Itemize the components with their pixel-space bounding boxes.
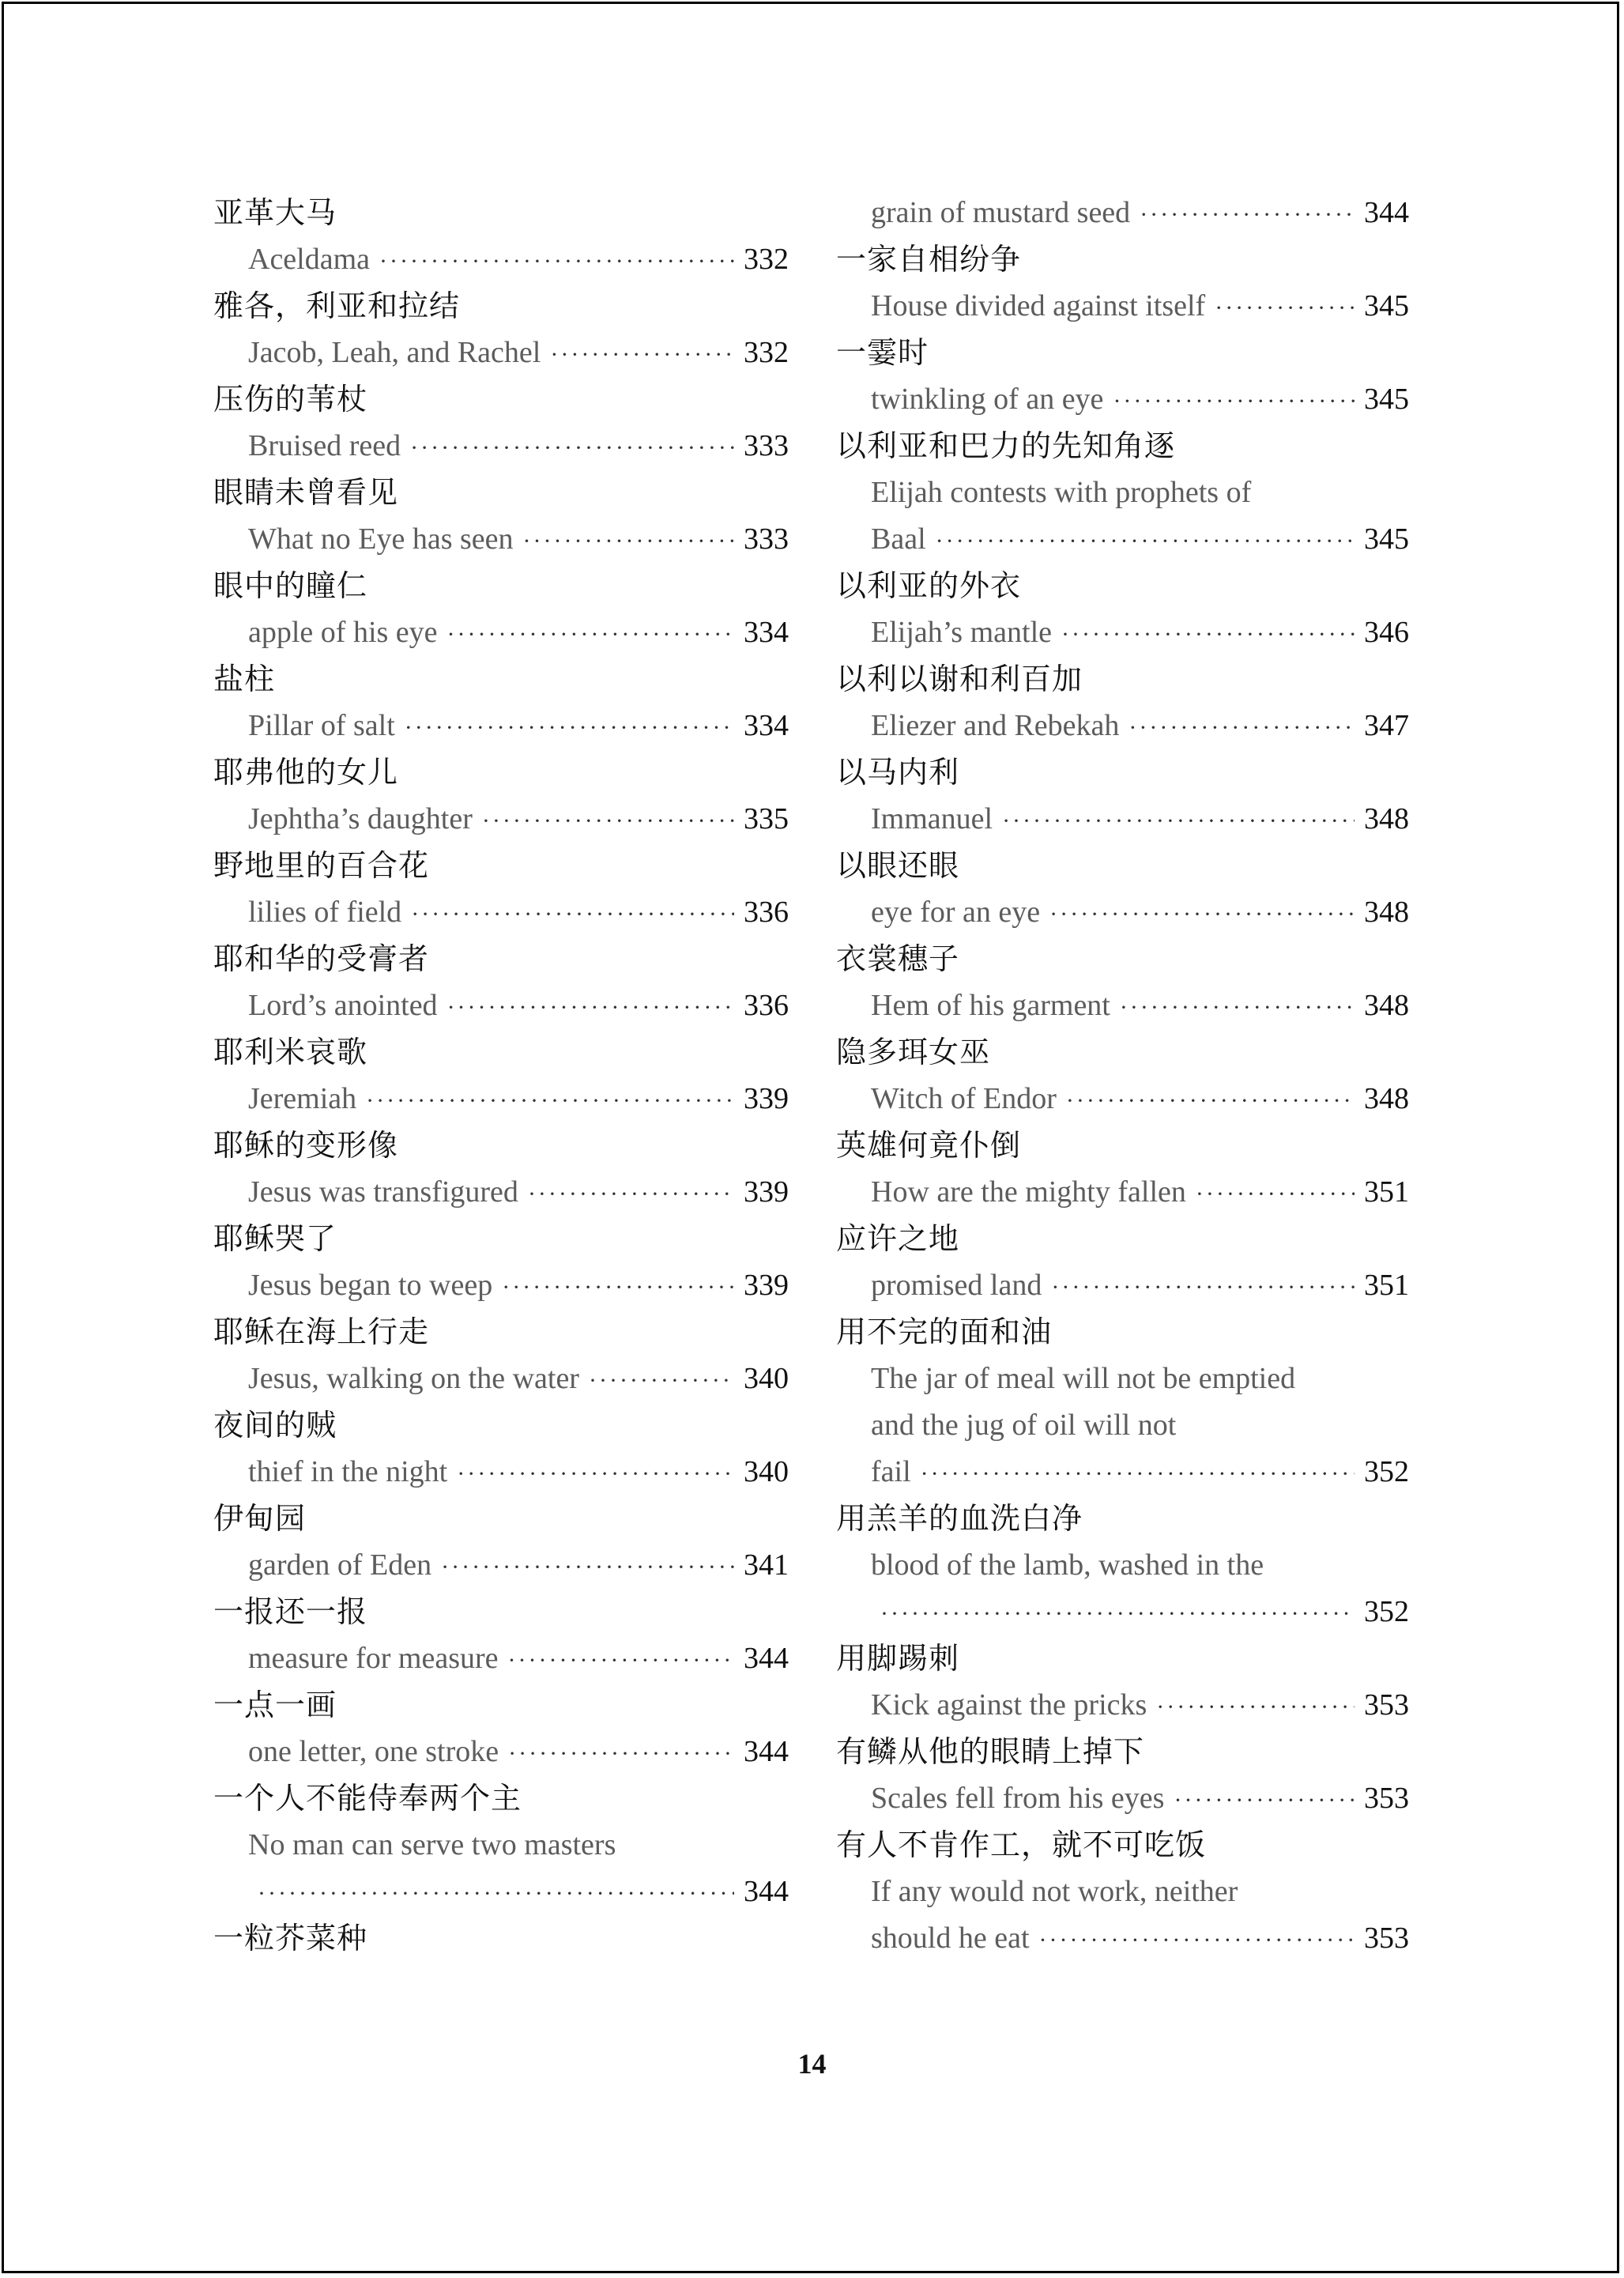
index-term-chinese: 眼睛未曾看见 xyxy=(213,475,399,510)
index-page-number: 346 xyxy=(1364,616,1409,649)
index-term-english: Hem of his garment xyxy=(871,989,1110,1022)
dot-leader xyxy=(457,1450,734,1497)
index-term-chinese: 一报还一报 xyxy=(213,1594,368,1629)
index-term-chinese: 一点一画 xyxy=(213,1688,337,1722)
index-page-number: 344 xyxy=(744,1642,789,1675)
index-term-chinese: 用羔羊的血洗白净 xyxy=(836,1501,1083,1536)
index-page-number: 335 xyxy=(744,802,789,835)
index-term-english: Lord’s anointed xyxy=(248,989,438,1022)
index-term-chinese: 一家自相纷争 xyxy=(836,242,1022,277)
index-term-english: What no Eye has seen xyxy=(248,522,514,556)
index-entry-row xyxy=(836,1449,1409,1495)
index-term-english: Jesus, walking on the water xyxy=(248,1362,579,1395)
dot-leader xyxy=(1120,984,1355,1031)
index-term-english: Baal xyxy=(871,522,926,556)
index-term-english: lilies of field xyxy=(248,896,402,929)
index-entry-row xyxy=(836,376,1409,423)
index-term-english: promised land xyxy=(871,1269,1042,1302)
index-entry-row xyxy=(836,190,1409,236)
index-entry-row xyxy=(213,1869,789,1915)
index-entry-row xyxy=(836,1775,1409,1822)
index-page-number: 334 xyxy=(744,616,789,649)
index-term-english: Immanuel xyxy=(871,802,993,835)
index-term-english: Pillar of salt xyxy=(248,709,395,742)
index-page-number: 333 xyxy=(744,429,789,462)
index-entry-row xyxy=(836,796,1409,843)
index-page-number: 345 xyxy=(1364,383,1409,416)
index-term-chinese: 压伤的苇杖 xyxy=(213,382,368,417)
dot-leader xyxy=(379,238,734,285)
index-entry-row xyxy=(836,1262,1409,1309)
index-entry-row xyxy=(213,1449,789,1495)
index-page-number: 336 xyxy=(744,989,789,1022)
dot-leader xyxy=(1156,1684,1355,1730)
index-entry-row xyxy=(836,1915,1409,1962)
index-column-right xyxy=(836,190,1409,1962)
index-page-number: 344 xyxy=(744,1875,789,1908)
dot-leader xyxy=(258,1870,734,1917)
index-entry-row xyxy=(836,889,1409,936)
index-entry-row xyxy=(836,982,1409,1029)
index-term-chinese: 耶稣的变形像 xyxy=(213,1128,399,1163)
index-term-chinese: 有人不肯作工，就不可吃饭 xyxy=(836,1827,1207,1862)
index-page-number: 348 xyxy=(1364,1082,1409,1115)
index-term-chinese: 以利亚的外衣 xyxy=(836,568,1022,603)
index-term-chinese: 衣裳穗子 xyxy=(836,941,960,976)
index-entry-row xyxy=(836,609,1409,656)
index-page-number: 339 xyxy=(744,1082,789,1115)
index-page-number: 340 xyxy=(744,1362,789,1395)
dot-leader xyxy=(447,984,734,1031)
index-term-chinese: 有鳞从他的眼睛上掉下 xyxy=(836,1734,1145,1769)
index-term-english: Jacob, Leah, and Rachel xyxy=(248,336,541,369)
dot-leader xyxy=(410,424,734,471)
index-entry-row xyxy=(213,1729,789,1775)
dot-leader xyxy=(1196,1171,1355,1217)
index-term-english-line: The jar of meal will not be emptied xyxy=(871,1362,1296,1395)
index-entry-row xyxy=(213,423,789,470)
index-term-chinese: 伊甸园 xyxy=(213,1501,307,1536)
index-entry-row xyxy=(836,703,1409,749)
index-page-number: 352 xyxy=(1364,1595,1409,1628)
index-term-english-line: and the jug of oil will not xyxy=(871,1409,1177,1442)
index-entry-row xyxy=(213,982,789,1029)
index-term-chinese: 眼中的瞳仁 xyxy=(213,568,368,603)
index-term-english: should he eat xyxy=(871,1922,1030,1955)
index-term-english: Witch of Endor xyxy=(871,1082,1057,1115)
index-term-english: Jesus began to weep xyxy=(248,1269,493,1302)
index-term-chinese: 一粒芥菜种 xyxy=(213,1921,368,1956)
index-term-english-line: blood of the lamb, washed in the xyxy=(871,1548,1264,1582)
index-entry-row xyxy=(213,330,789,376)
dot-leader xyxy=(523,518,734,564)
index-term-english: Jesus was transfigured xyxy=(248,1175,518,1209)
index-term-english: fail xyxy=(871,1455,911,1488)
dot-leader xyxy=(1039,1917,1355,1963)
index-column-left xyxy=(213,190,789,1962)
index-page-number: 348 xyxy=(1364,802,1409,835)
index-term-chinese: 隐多珥女巫 xyxy=(836,1035,991,1069)
index-term-english-line: No man can serve two masters xyxy=(248,1828,616,1861)
index-term-english: grain of mustard seed xyxy=(871,196,1131,229)
index-term-chinese: 夜间的贼 xyxy=(213,1408,337,1443)
index-term-chinese: 以眼还眼 xyxy=(836,848,960,883)
index-entry-row xyxy=(836,283,1409,330)
index-page-number: 352 xyxy=(1364,1455,1409,1488)
index-term-chinese: 盐柱 xyxy=(213,662,276,696)
index-page-number: 345 xyxy=(1364,289,1409,322)
dot-leader xyxy=(1002,798,1355,844)
index-term-chinese: 英雄何竟仆倒 xyxy=(836,1128,1022,1163)
dot-leader xyxy=(1174,1777,1355,1824)
index-term-chinese: 以利以谢和利百加 xyxy=(836,662,1083,696)
index-page-number: 353 xyxy=(1364,1688,1409,1722)
index-entry-row xyxy=(213,1356,789,1402)
index-term-english: thief in the night xyxy=(248,1455,448,1488)
index-term-english: Eliezer and Rebekah xyxy=(871,709,1120,742)
index-entry-row xyxy=(836,1169,1409,1216)
dot-leader xyxy=(528,1171,734,1217)
index-term-chinese: 应许之地 xyxy=(836,1221,960,1256)
dot-leader xyxy=(921,1450,1355,1497)
page-number: 14 xyxy=(797,2048,827,2080)
dot-leader xyxy=(366,1077,734,1124)
index-entry-row xyxy=(213,609,789,656)
index-term-english: Jephtha’s daughter xyxy=(248,802,473,835)
index-entry-row xyxy=(213,889,789,936)
index-page-number: 348 xyxy=(1364,989,1409,1022)
index-entry-row xyxy=(213,236,789,283)
index-term-english: garden of Eden xyxy=(248,1548,432,1582)
dot-leader xyxy=(1140,191,1355,238)
index-term-english: Elijah’s mantle xyxy=(871,616,1053,649)
index-term-english: one letter, one stroke xyxy=(248,1735,499,1768)
dot-leader xyxy=(411,891,734,937)
index-page-number: 351 xyxy=(1364,1175,1409,1209)
dot-leader xyxy=(502,1264,734,1311)
index-entry-row xyxy=(836,516,1409,563)
index-page-number: 353 xyxy=(1364,1922,1409,1955)
index-page-number: 332 xyxy=(744,243,789,276)
index-entry-row xyxy=(836,1682,1409,1729)
index-page-number: 336 xyxy=(744,896,789,929)
dot-leader xyxy=(447,611,734,658)
dot-leader xyxy=(1215,285,1355,331)
index-term-chinese: 雅各，利亚和拉结 xyxy=(213,289,461,323)
index-term-chinese: 耶稣哭了 xyxy=(213,1221,337,1256)
index-term-english: twinkling of an eye xyxy=(871,383,1104,416)
index-entry-row xyxy=(836,1076,1409,1122)
dot-leader xyxy=(405,704,734,751)
index-term-chinese: 耶和华的受膏者 xyxy=(213,941,430,976)
index-page-number: 353 xyxy=(1364,1782,1409,1815)
index-term-english: Scales fell from his eyes xyxy=(871,1782,1165,1815)
dot-leader xyxy=(550,331,734,378)
index-page-number: 344 xyxy=(1364,196,1409,229)
index-page-number: 339 xyxy=(744,1175,789,1209)
dot-leader xyxy=(1113,378,1355,424)
index-term-chinese: 耶弗他的女儿 xyxy=(213,755,399,790)
index-term-chinese: 用不完的面和油 xyxy=(836,1314,1053,1349)
index-term-chinese: 一个人不能侍奉两个主 xyxy=(213,1781,522,1816)
index-entry-row xyxy=(213,796,789,843)
index-term-chinese: 野地里的百合花 xyxy=(213,848,430,883)
index-page-number: 332 xyxy=(744,336,789,369)
dot-leader xyxy=(441,1544,734,1590)
index-term-chinese: 以利亚和巴力的先知角逐 xyxy=(836,428,1176,463)
index-term-english-line: If any would not work, neither xyxy=(871,1875,1238,1908)
index-term-english-line: Elijah contests with prophets of xyxy=(871,476,1252,509)
index-term-chinese: 亚革大马 xyxy=(213,195,337,230)
index-entry-row xyxy=(213,516,789,563)
index-entry-row xyxy=(213,1635,789,1682)
index-page-number: 341 xyxy=(744,1548,789,1582)
index-page-number: 333 xyxy=(744,522,789,556)
dot-leader xyxy=(936,518,1355,564)
index-page-number: 348 xyxy=(1364,896,1409,929)
index-entry-row xyxy=(213,1262,789,1309)
index-page-number: 345 xyxy=(1364,522,1409,556)
index-term-english: apple of his eye xyxy=(248,616,438,649)
index-term-english: measure for measure xyxy=(248,1642,499,1675)
dot-leader xyxy=(1129,704,1355,751)
dot-leader xyxy=(880,1590,1355,1637)
index-term-english: How are the mighty fallen xyxy=(871,1175,1186,1209)
index-page-number: 340 xyxy=(744,1455,789,1488)
index-term-chinese: 耶稣在海上行走 xyxy=(213,1314,430,1349)
index-term-english: eye for an eye xyxy=(871,896,1041,929)
index-term-english: Kick against the pricks xyxy=(871,1688,1147,1722)
index-page-number: 339 xyxy=(744,1269,789,1302)
index-term-english: Jeremiah xyxy=(248,1082,357,1115)
index-term-chinese: 一霎时 xyxy=(836,335,929,370)
index-term-chinese: 耶利米哀歌 xyxy=(213,1035,368,1069)
dot-leader xyxy=(508,1637,734,1684)
dot-leader xyxy=(1066,1077,1355,1124)
index-term-chinese: 用脚踢刺 xyxy=(836,1641,960,1676)
index-entry-row xyxy=(213,1169,789,1216)
index-page-number: 347 xyxy=(1364,709,1409,742)
dot-leader xyxy=(1051,1264,1355,1311)
index-page-number: 351 xyxy=(1364,1269,1409,1302)
dot-leader xyxy=(1061,611,1355,658)
dot-leader xyxy=(482,798,734,844)
index-entry-row xyxy=(213,1542,789,1589)
index-term-english: Bruised reed xyxy=(248,429,401,462)
index-entry-row xyxy=(213,703,789,749)
index-page-number: 334 xyxy=(744,709,789,742)
dot-leader xyxy=(589,1357,734,1404)
index-term-english: Aceldama xyxy=(248,243,371,276)
index-term-english: House divided against itself xyxy=(871,289,1206,322)
index-term-chinese: 以马内利 xyxy=(836,755,960,790)
dot-leader xyxy=(508,1730,734,1777)
index-entry-row xyxy=(213,1076,789,1122)
index-entry-row xyxy=(836,1589,1409,1635)
dot-leader xyxy=(1049,891,1355,937)
index-page-number: 344 xyxy=(744,1735,789,1768)
